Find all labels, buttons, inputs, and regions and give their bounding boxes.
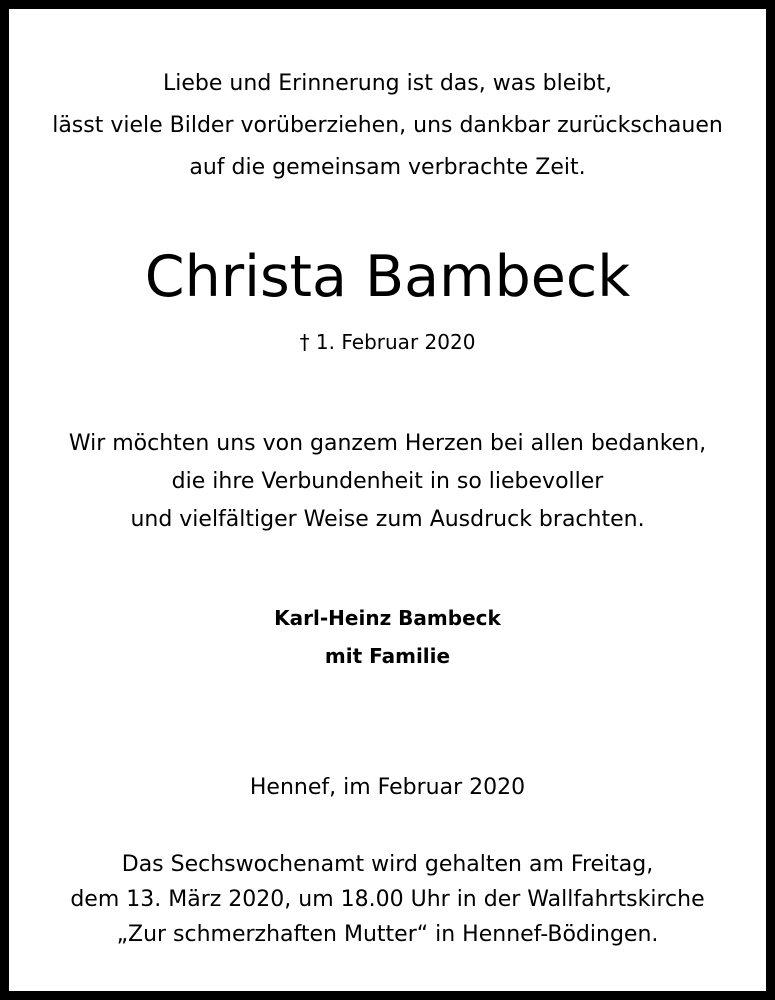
verse-line-1: Liebe und Erinnerung ist das, was bleibt,: [163, 71, 612, 96]
thanks-line-1: Wir möchten uns von ganzem Herzen bei allen bedanken,: [68, 431, 707, 456]
thanks-text: [18, 425, 757, 539]
signer-family: mit Familie: [324, 644, 451, 668]
thanks-line-2: die ihre Verbundenheit in so liebevoller: [171, 469, 604, 494]
verse-line-2: lässt viele Bilder vorüberziehen, uns dankbar zurückschauen: [52, 113, 723, 138]
deceased-name: Christa Bambeck: [144, 244, 631, 310]
memorial-verse: [18, 63, 757, 189]
service-line-2: dem 13. März 2020, um 18.00 Uhr in der Wallfahrtskirche: [70, 887, 705, 912]
service-announcement: [18, 847, 757, 952]
service-line-1: Das Sechswochenamt wird gehalten am Freitag,: [121, 852, 654, 877]
thanks-line-3: und vielfältiger Weise zum Ausdruck brachten.: [130, 507, 645, 532]
place-date: Hennef, im Februar 2020: [249, 775, 526, 800]
death-date: † 1. Februar 2020: [299, 330, 476, 354]
signers: [18, 599, 757, 675]
signer-name: Karl-Heinz Bambeck: [274, 606, 501, 630]
verse-line-3: auf die gemeinsam verbrachte Zeit.: [189, 155, 586, 180]
service-line-3: „Zur schmerzhaften Mutter“ in Hennef-Bödingen.: [116, 922, 659, 947]
